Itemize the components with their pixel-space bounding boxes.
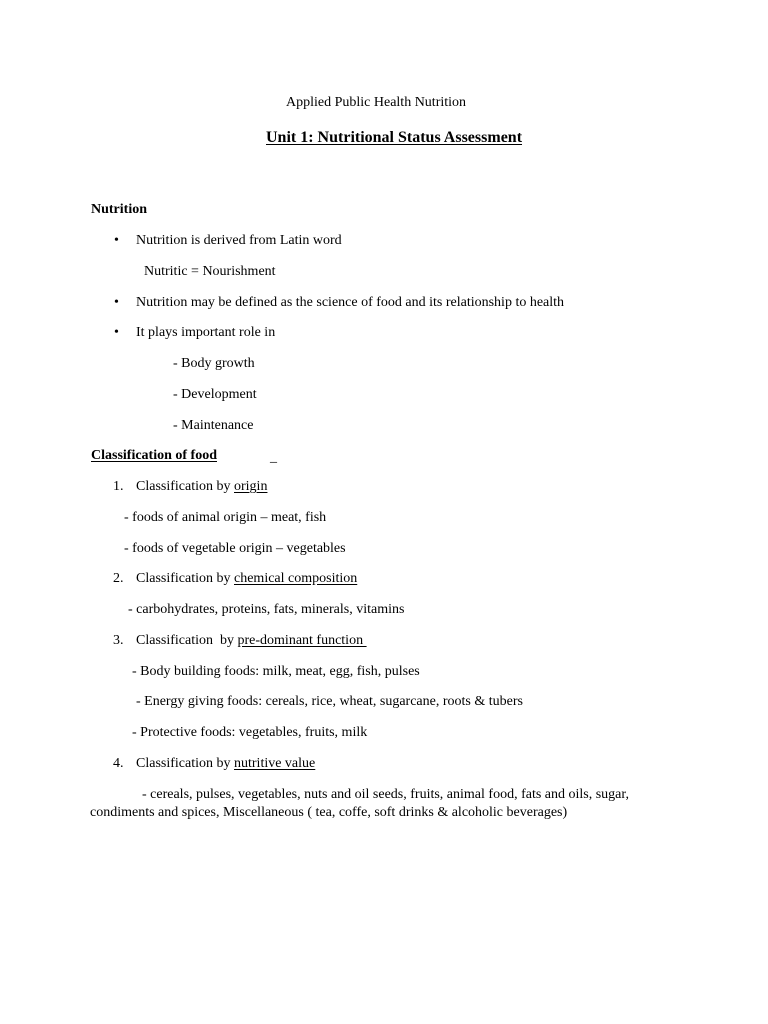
section-heading-classification: Classification of food [91, 448, 217, 463]
bullet-text: Nutrition is derived from Latin word [136, 233, 342, 248]
list-subitem: - foods of vegetable origin – vegetables [124, 541, 346, 556]
item-keyword: chemical composition [234, 571, 358, 586]
list-subitem: - Body building foods: milk, meat, egg, fish, pulses [132, 664, 420, 679]
section-heading-nutrition: Nutrition [91, 202, 147, 217]
item-keyword: origin [234, 479, 268, 494]
bullet-marker: • [114, 325, 119, 340]
list-subitem: - foods of animal origin – meat, fish [124, 510, 327, 525]
role-item: - Development [173, 387, 257, 402]
list-item-classification [136, 478, 267, 495]
list-subitem: - Energy giving foods: cereals, rice, wheat, sugarcane, roots & tubers [136, 694, 523, 709]
list-subitem: - carbohydrates, proteins, fats, minerals, vitamins [128, 602, 405, 617]
stray-mark: _ [270, 450, 277, 465]
unit-title: Unit 1: Nutritional Status Assessment [266, 129, 523, 146]
bullet-text: Nutrition may be defined as the science of food and its relationship to health [136, 295, 565, 310]
list-number: 4. [113, 756, 124, 771]
bullet-subtext: Nutritic = Nourishment [144, 264, 276, 279]
bullet-text: It plays important role in [136, 325, 276, 340]
list-paragraph: - cereals, pulses, vegetables, nuts and oil seeds, fruits, animal food, fats and oils, sugar, condiments and spices, Miscellaneous ( tea, coffe, soft drinks & alcoholic beverages) [90, 787, 629, 820]
bullet-marker: • [114, 233, 119, 248]
list-number: 3. [113, 633, 124, 648]
item-prefix: Classification by [136, 633, 238, 648]
bullet-marker: • [114, 295, 119, 310]
role-item: - Maintenance [173, 418, 254, 433]
item-keyword: nutritive value [234, 756, 316, 771]
list-subitem: - Protective foods: vegetables, fruits, milk [132, 725, 368, 740]
list-item-classification [136, 570, 357, 587]
item-prefix: Classification by [136, 479, 234, 494]
item-keyword: pre-dominant function [237, 633, 367, 648]
list-number: 2. [113, 571, 124, 586]
item-prefix: Classification by [136, 571, 234, 586]
list-item-classification [136, 755, 315, 772]
role-item: - Body growth [173, 356, 255, 371]
item-prefix: Classification by [136, 756, 234, 771]
list-number: 1. [113, 479, 124, 494]
course-title: Applied Public Health Nutrition [286, 95, 467, 110]
list-item-classification [136, 632, 367, 649]
